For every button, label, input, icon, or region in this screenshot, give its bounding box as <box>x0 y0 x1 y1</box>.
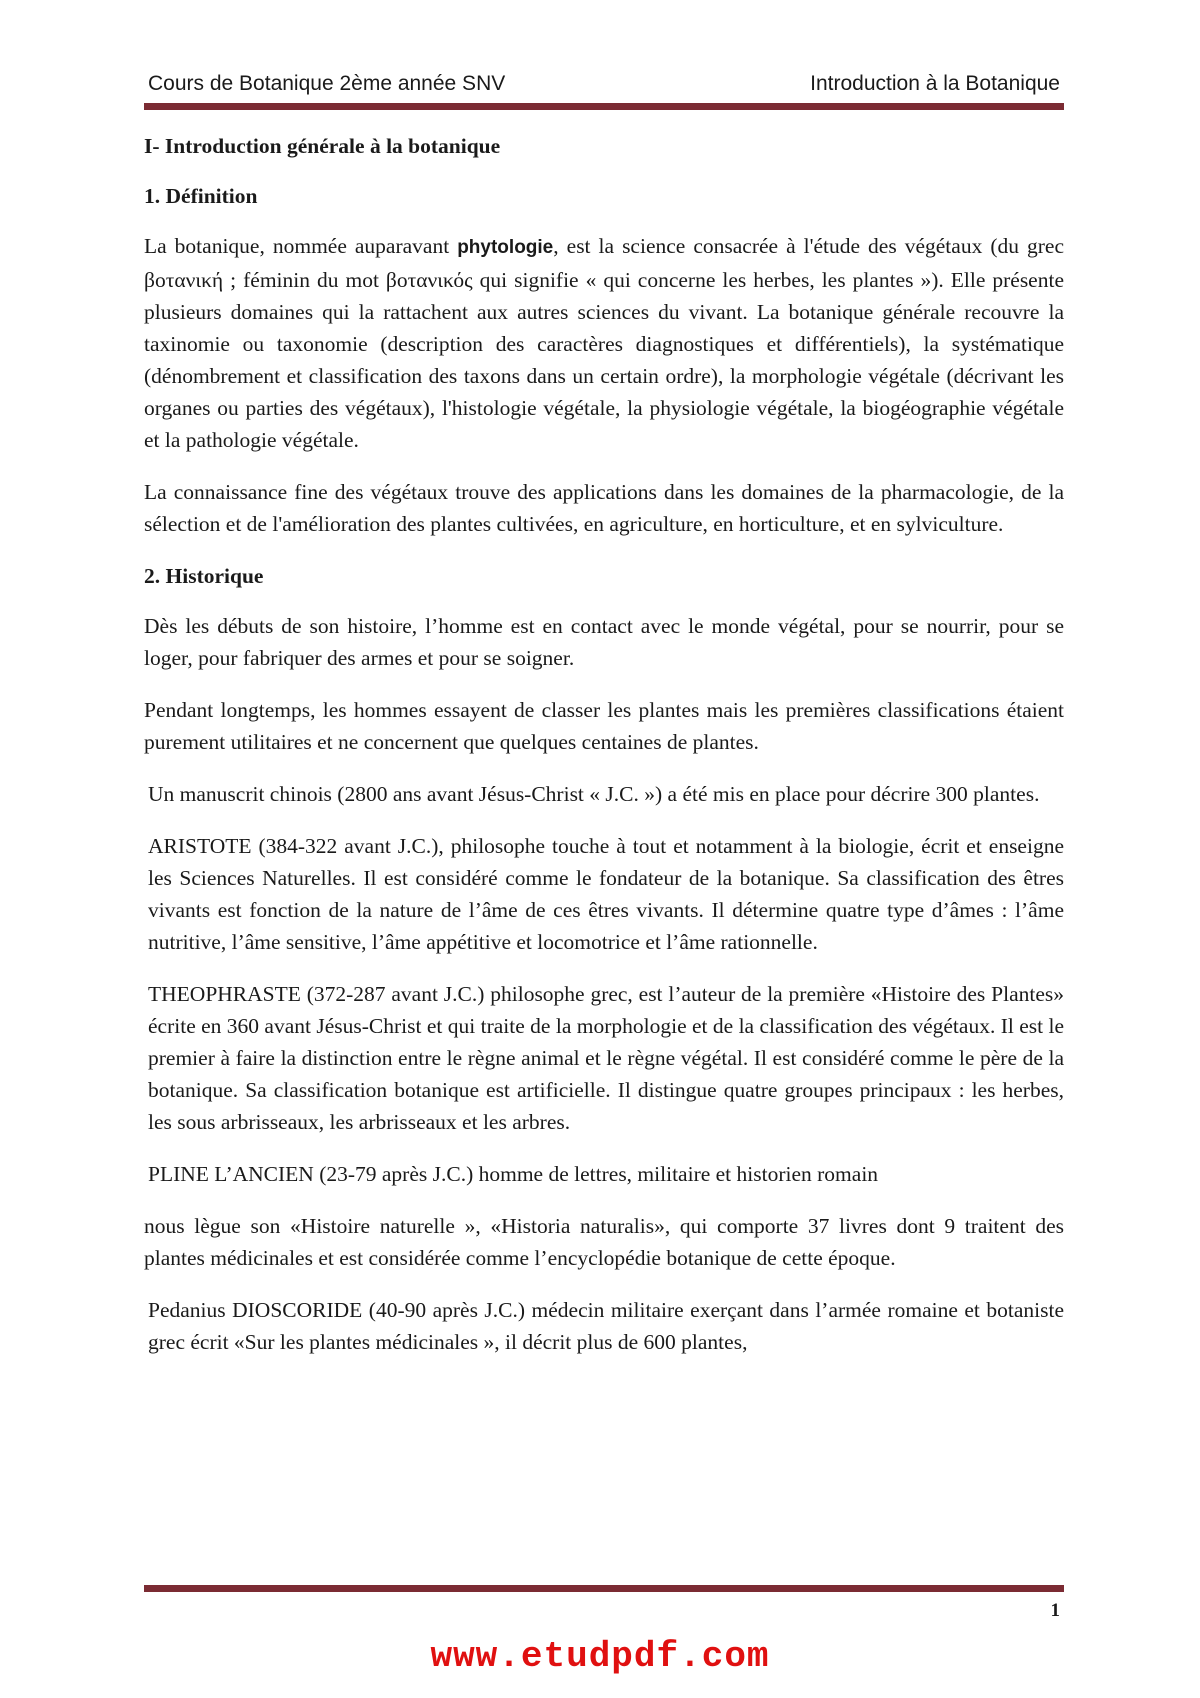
page-number: 1 <box>1050 1600 1060 1621</box>
historique-paragraph-3: Un manuscrit chinois (2800 ans avant Jésus-Christ « J.C. ») a été mis en place pour décrire 300 plantes. <box>148 782 1040 806</box>
header-rule <box>144 103 1064 110</box>
header-course-title: Cours de Botanique 2ème année SNV <box>148 72 506 95</box>
historique-paragraph-6: PLINE L’ANCIEN (23-79 après J.C.) homme de lettres, militaire et historien romain <box>148 1162 879 1186</box>
definition-term-phytologie: phytologie <box>457 237 554 258</box>
definition-paragraph-2: La connaissance fine des végétaux trouve des applications dans les domaines de la pharmacologie, de la sélection et de l'amélioration des plantes cultivées, en agriculture, en horticulture, et en sylviculture. <box>144 480 1064 536</box>
definition-p1-mid: , est la science consacrée à l'étude des végétaux <box>553 234 983 258</box>
definition-p1-start: La botanique, nommée auparavant <box>144 234 458 258</box>
definition-paragraph-1 <box>144 230 1064 456</box>
footer-rule <box>144 1585 1064 1592</box>
historique-paragraph-4: ARISTOTE (384-322 avant J.C.), philosophe touche à tout et notamment à la biologie, écrit et enseigne les Sciences Naturelles. Il est considéré comme le fondateur de la botanique. Sa classification des êtres vivants est fonction de la nature de l’âme de ces êtres vivants. Il détermine quatre type d’âmes : l’âme nutritive, l’âme sensitive, l’âme appétitive et locomotrice et l’âme rationnelle. <box>148 834 1064 954</box>
historique-paragraph-5: THEOPHRASTE (372-287 avant J.C.) philosophe grec, est l’auteur de la première «Histoire des Plantes» écrite en 360 avant Jésus-Christ et qui traite de la morphologie et de la classification des végétaux. Il est le premier à faire la distinction entre le règne animal et le règne végétal. Il est considéré comme le père de la botanique. Sa classification botanique est artificielle. Il distingue quatre groupes principaux : les herbes, les sous arbrisseaux, les arbrisseaux et les arbres. <box>148 982 1064 1134</box>
historique-paragraph-1: Dès les débuts de son histoire, l’homme est en contact avec le monde végétal, pour se nourrir, pour se loger, pour fabriquer des armes et pour se soigner. <box>144 614 1064 670</box>
page-content <box>144 130 1064 1378</box>
page-header <box>148 72 1060 102</box>
watermark-link[interactable]: www.etudpdf.com <box>430 1636 770 1677</box>
historique-heading: 2. Historique <box>144 564 264 588</box>
definition-p1-rest: (du grec βοτανική ; féminin du mot βοτανικός qui signifie « qui concerne les herbes, les plantes »). Elle présente plusieurs domaines qui la rattachent aux autres sciences du vivant. La botanique générale recouvre la taxinomie ou taxonomie (description des caractères diagnostiques et différentiels), la systématique (dénombrement et classification des taxons dans un certain ordre), la morphologie végétale (décrivant les organes ou parties des végétaux), l'histologie végétale, la physiologie végétale, la biogéographie végétale et la pathologie végétale. <box>144 234 1065 452</box>
section-title: I- Introduction générale à la botanique <box>144 134 501 158</box>
historique-paragraph-2: Pendant longtemps, les hommes essayent de classer les plantes mais les premières classifications étaient purement utilitaires et ne concernent que quelques centaines de plantes. <box>144 698 1064 754</box>
header-chapter-title: Introduction à la Botanique <box>810 72 1060 95</box>
historique-paragraph-8: Pedanius DIOSCORIDE (40-90 après J.C.) médecin militaire exerçant dans l’armée romaine et botaniste grec écrit «Sur les plantes médicinales », il décrit plus de 600 plantes, <box>148 1298 1064 1354</box>
definition-heading: 1. Définition <box>144 184 258 208</box>
historique-paragraph-7: nous lègue son «Histoire naturelle », «Historia naturalis», qui comporte 37 livres dont 9 traitent des plantes médicinales et est considérée comme l’encyclopédie botanique de cette époque. <box>144 1214 1064 1270</box>
